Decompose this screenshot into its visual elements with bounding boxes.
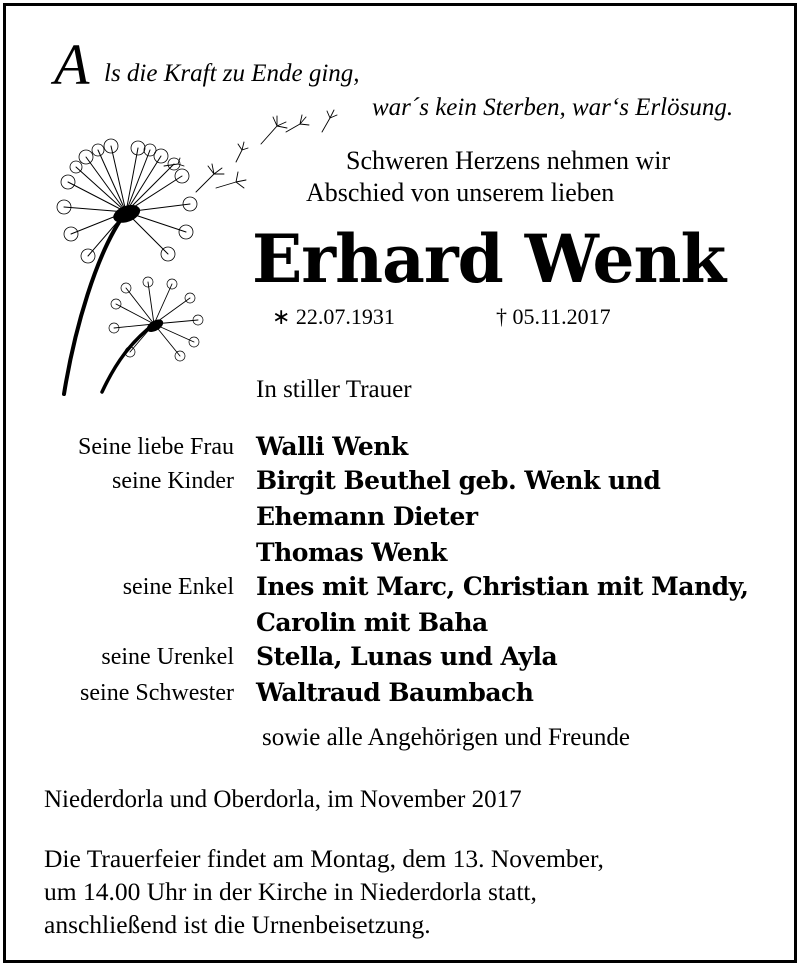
service-line: Die Trauerfeier findet am Montag, dem 13. November,	[44, 844, 604, 873]
mourning-phrase: In stiller Trauer	[256, 376, 412, 403]
mourner-name: Ehemann Dieter	[256, 502, 478, 531]
verse-line-1: ls die Kraft zu Ende ging,	[104, 60, 360, 87]
mourner-name: Waltraud Baumbach	[256, 678, 534, 707]
deceased-name: Erhard Wenk	[252, 220, 726, 298]
mourner-name: Birgit Beuthel geb. Wenk und	[256, 466, 661, 495]
mourner-name: Walli Wenk	[256, 432, 408, 461]
mourner-name: Thomas Wenk	[256, 538, 447, 567]
others-line: sowie alle Angehörigen und Freunde	[262, 724, 630, 751]
relation-label: Seine liebe Frau	[78, 434, 234, 460]
relation-label: seine Schwester	[80, 680, 234, 706]
mourner-name: Stella, Lunas und Ayla	[256, 642, 558, 671]
service-line: anschließend ist die Urnenbeisetzung.	[44, 910, 431, 939]
relation-label: seine Urenkel	[101, 644, 234, 670]
intro-line-2: Abschied von unserem lieben	[306, 178, 615, 207]
verse-initial: A	[54, 32, 90, 97]
mourner-name: Carolin mit Baha	[256, 608, 488, 637]
obituary-notice	[3, 3, 797, 963]
mourner-name: Ines mit Marc, Christian mit Mandy,	[256, 572, 749, 601]
service-line: um 14.00 Uhr in der Kirche in Niederdorla statt,	[44, 877, 537, 906]
place-date: Niederdorla und Oberdorla, im November 2017	[44, 786, 522, 813]
verse-line-2: war´s kein Sterben, war‘s Erlösung.	[372, 94, 734, 121]
birth-date: ∗ 22.07.1931	[272, 304, 395, 329]
death-date: † 05.11.2017	[496, 304, 611, 329]
relation-label: seine Kinder	[112, 468, 234, 494]
intro-line-1: Schweren Herzens nehmen wir	[346, 146, 671, 175]
relation-label: seine Enkel	[122, 574, 234, 600]
service-info	[44, 842, 604, 941]
